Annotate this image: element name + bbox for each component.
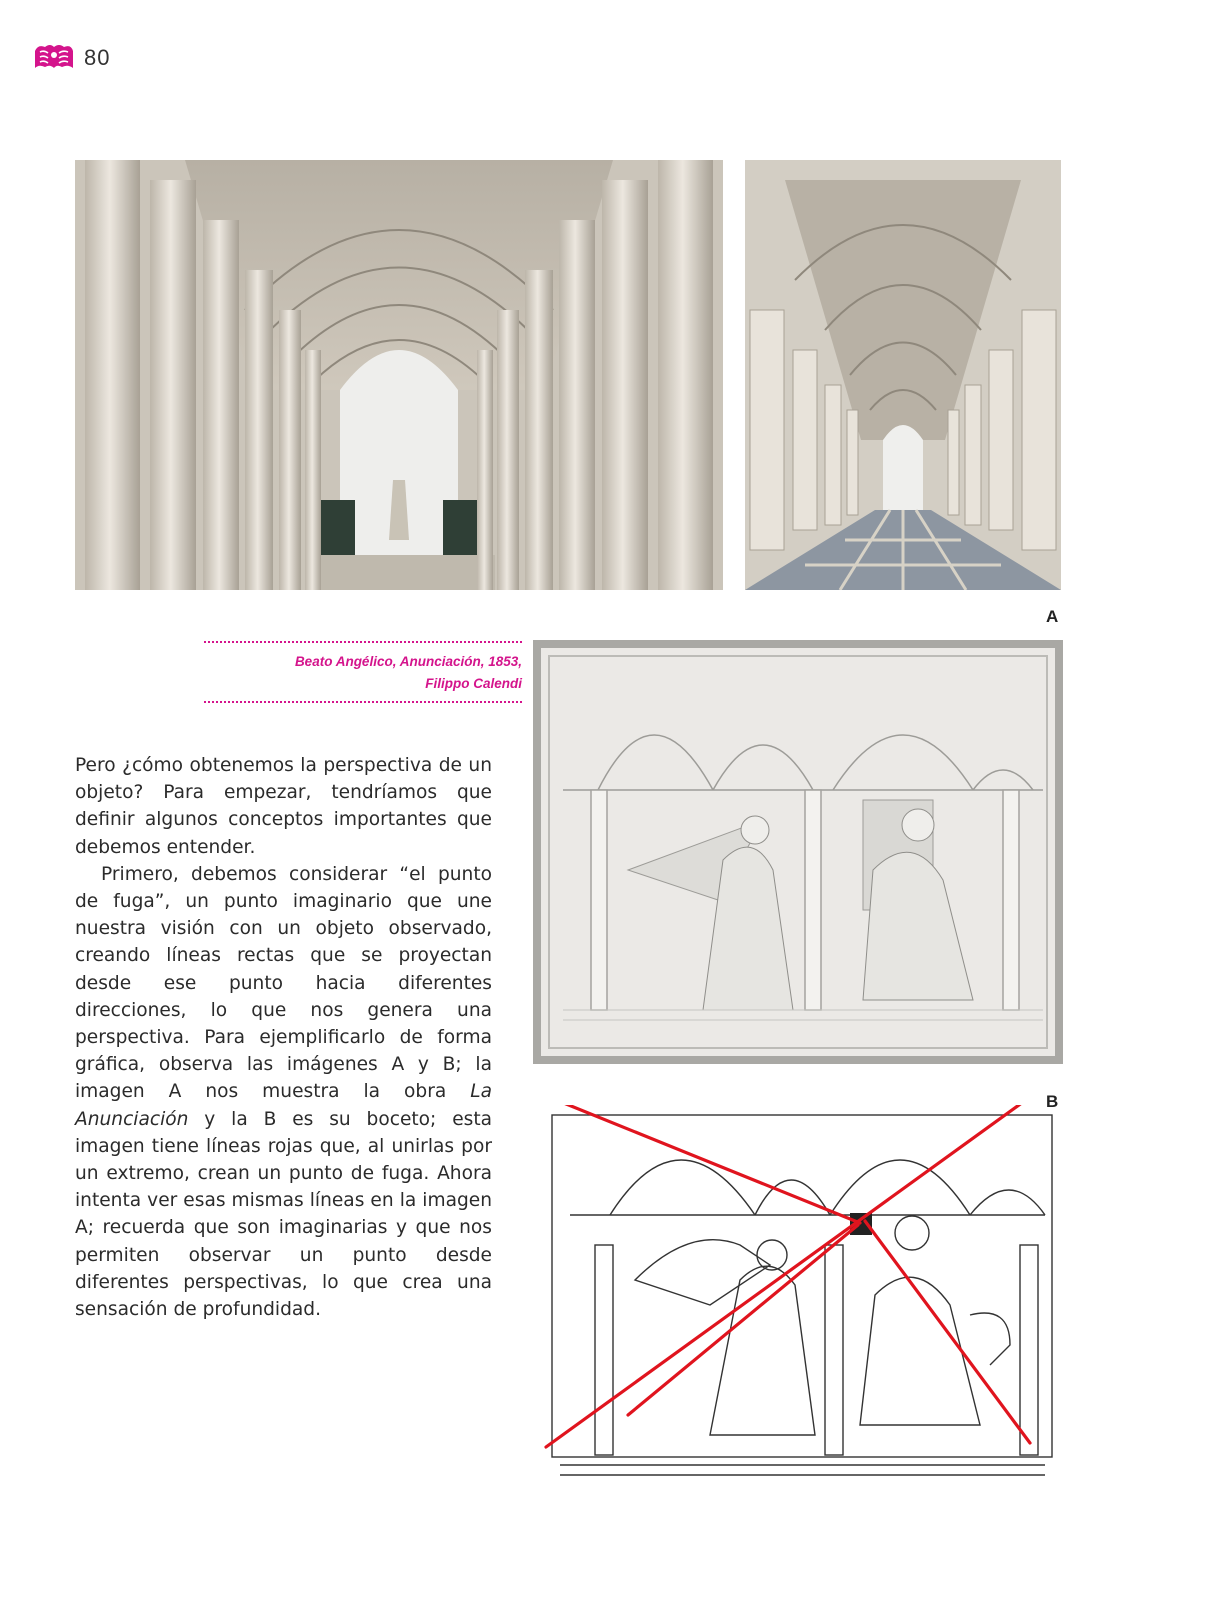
colonnade-photo-deep xyxy=(745,160,1061,590)
body-paragraph-2 xyxy=(75,861,492,1323)
figure-label-a: A xyxy=(1046,607,1059,626)
page-header xyxy=(32,40,110,76)
caption-line-1: Beato Angélico, Anunciación, 1853, xyxy=(294,654,522,669)
artwork-title: La Anunciación xyxy=(75,1081,492,1130)
colonnade-photo-wide xyxy=(75,160,723,590)
body-paragraph-2-part-2: y la B es su boceto; esta imagen tiene líneas rojas que, al unirlas por un extremo, crean un punto de fuga. Ahora intenta ver esas mismas líneas en la imagen A; recuerda que son imaginarias y que nos permiten observar un punto desde diferentes perspectivas, lo que crea una sensación de profundidad. xyxy=(75,1108,492,1321)
figure-label-b: B xyxy=(1046,1092,1059,1111)
page-number: 80 xyxy=(84,45,111,70)
body-paragraph-2-part-1: Primero, debemos considerar “el punto de fuga”, un punto imaginario que une nuestra visión con un objeto observado, creando líneas rectas que se proyectan desde ese punto hacia diferentes direcciones, lo que nos genera una perspectiva. Para ejemplificarlo de forma gráfica, observa las imágenes A y B; la imagen A nos muestra la obra xyxy=(75,863,492,1103)
magenta-book-logo-icon xyxy=(32,41,76,75)
body-paragraph-1: Pero ¿cómo obtenemos la perspectiva de un objeto? Para empezar, tendríamos que definir algunos conceptos importantes que debemos entender. xyxy=(75,755,492,858)
annunciation-engraving-image xyxy=(533,640,1063,1064)
body-text xyxy=(75,752,492,1323)
annunciation-sketch-vanishing-point xyxy=(540,1105,1065,1487)
caption-line-2: Filippo Calendi xyxy=(425,676,522,691)
figure-caption xyxy=(204,641,522,703)
